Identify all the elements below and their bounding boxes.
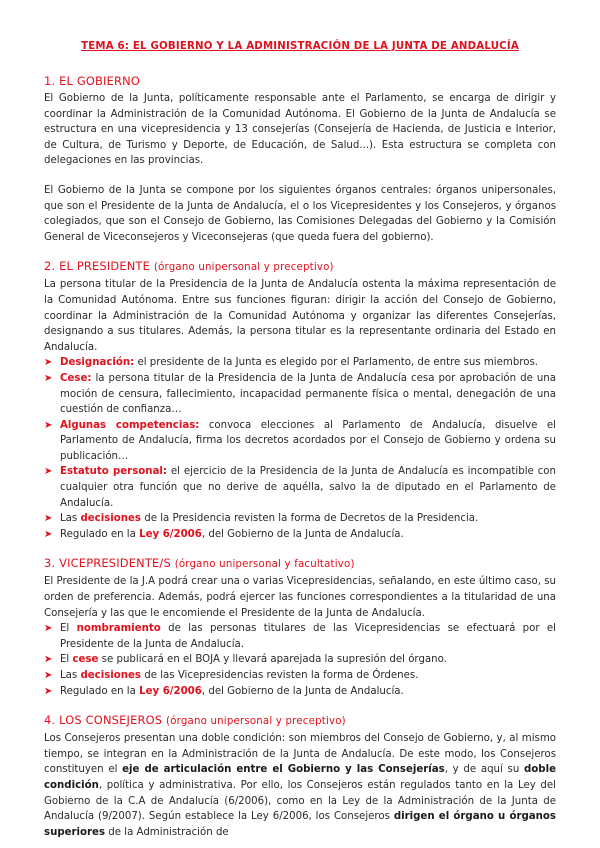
list-item xyxy=(44,652,556,668)
heading-subtitle: (órgano unipersonal y preceptivo) xyxy=(166,716,346,728)
bullet-label: Designación: xyxy=(60,357,135,369)
list-item xyxy=(44,418,556,465)
bullet-label: Algunas competencias: xyxy=(60,419,200,431)
heading-subtitle: (órgano unipersonal y facultativo) xyxy=(174,559,355,571)
paragraph-gobierno-2: El Gobierno de la Junta se compone por los siguientes órganos centrales: órganos unipersonales, que son el Presidente de la Junta de Andalucía, el o los Vicepresidentes y los Consejeros, y órganos colegiados, que son el Consejo de Gobierno, las Comisiones Delegadas del Gobierno y la Comisión General de Viceconsejeros y Viceconsejeras (que queda fuera del gobierno). xyxy=(44,184,556,243)
heading-subtitle: (órgano unipersonal y preceptivo) xyxy=(153,262,334,274)
bullet-list-vicepresidentes xyxy=(44,621,556,699)
bullet-text-post: , del Gobierno de la Junta de Andalucía. xyxy=(201,685,404,697)
arrow-bullet-icon: ➤ xyxy=(44,466,53,478)
section-gobierno xyxy=(44,74,556,245)
arrow-bullet-icon: ➤ xyxy=(44,513,53,525)
list-item xyxy=(44,464,556,511)
bullet-label: decisiones xyxy=(80,513,141,525)
list-item xyxy=(44,684,556,700)
bullet-text-pre: Las xyxy=(60,513,81,525)
section-heading-presidente xyxy=(44,259,556,275)
bullet-text-post: de la Presidencia revisten la forma de Decretos de la Presidencia. xyxy=(140,513,479,525)
bullet-list-presidente xyxy=(44,355,556,542)
bullet-text-post: se publicará en el BOJA y llevará aparejada la supresión del órgano. xyxy=(98,654,447,666)
list-item xyxy=(44,621,556,652)
list-item xyxy=(44,668,556,684)
paragraph-consejeros xyxy=(44,731,556,840)
heading-title: 4. LOS CONSEJEROS xyxy=(44,713,163,728)
bullet-text: el presidente de la Junta es elegido por el Parlamento, de entre sus miembros. xyxy=(134,357,539,369)
bullet-label: Cese: xyxy=(60,372,92,384)
bullet-text: la persona titular de la Presidencia de la Junta de Andalucía cesa por aprobación de una moción de censura, fallecimiento, incapacidad permanente física o mental, denegación de una cuestión de confianza… xyxy=(60,372,556,416)
bold-text: doble condición xyxy=(44,764,556,791)
section-heading-vicepresidentes xyxy=(44,556,556,572)
bullet-label: Ley 6/2006 xyxy=(139,685,202,697)
text-run: Los Consejeros presentan una doble condición: son miembros del Consejo de Gobierno, y, al mismo tiempo, se integran en la Administración de la Junta de Andalucía. De este modo, los Consejeros constituyen el xyxy=(44,733,556,776)
text-run: , y de aquí su xyxy=(444,764,524,776)
arrow-bullet-icon: ➤ xyxy=(44,685,53,697)
list-item xyxy=(44,355,556,371)
bullet-text-post: de las personas titulares de las Vicepresidencias se efectuará por el Presidente de la Junta de Andalucía. xyxy=(60,623,556,650)
section-presidente xyxy=(44,259,556,542)
paragraph-vicepresidentes-intro: El Presidente de la J.A podrá crear una o varias Vicepresidencias, señalando, en este último caso, su orden de preferencia. Además, podrá ejercer las funciones correspondientes a la titularidad de una Consejería y las que le encomiende el Presidente de la Junta de Andalucía. xyxy=(44,576,556,619)
text-run: , política y administrativa. Por ello, los Consejeros están regulados tanto en la Ley del Gobierno de la C.A de Andalucía (6/2006), como en la Ley de la Administración de la Junta de Andalucía (9/2007). Según establece la Ley 6/2006, los Consejeros xyxy=(44,779,556,823)
bullet-text: el ejercicio de la Presidencia de la Junta de Andalucía es incompatible con cualquier otra función que no derive de aquélla, salvo la de diputado en el Parlamento de Andalucía. xyxy=(60,466,556,509)
bullet-text-pre: Regulado en la xyxy=(60,528,140,540)
bullet-label: Ley 6/2006 xyxy=(139,528,202,540)
bullet-text-post: de las Vicepresidencias revisten la forma de Órdenes. xyxy=(140,670,419,681)
list-item xyxy=(44,511,556,527)
bullet-text-pre: El xyxy=(60,654,73,666)
list-item xyxy=(44,527,556,543)
section-vicepresidentes xyxy=(44,556,556,699)
bullet-text-pre: Las xyxy=(60,670,81,681)
arrow-bullet-icon: ➤ xyxy=(44,528,53,540)
bullet-text-post: , del Gobierno de la Junta de Andalucía. xyxy=(201,528,404,540)
bullet-text-pre: El xyxy=(60,623,77,635)
paragraph-presidente-intro: La persona titular de la Presidencia de la Junta de Andalucía ostenta la máxima representación de la Comunidad Autónoma. Entre sus funciones figuran: dirigir la acción del Consejo de Gobierno, coordinar la Administración de la Comunidad Autónoma y organizar las diferentes Consejerías, designando a sus titulares. Además, la persona titular es la representante ordinaria del Estado en Andalucía. xyxy=(44,279,556,353)
heading-title: 3. VICEPRESIDENTE/S xyxy=(44,556,171,571)
bold-text: eje de articulación entre el Gobierno y las Consejerías xyxy=(122,764,445,776)
bullet-label: decisiones xyxy=(80,670,141,681)
list-item xyxy=(44,371,556,418)
section-consejeros xyxy=(44,713,556,840)
bold-text: dirigen el órgano u órganos superiores xyxy=(44,811,556,838)
paragraph-gobierno-1: El Gobierno de la Junta, políticamente responsable ante el Parlamento, se encarga de dirigir y coordinar la Administración de la Comunidad Autónoma. El Gobierno de la Junta de Andalucía se estructura en una vicepresidencia y 13 consejerías (Consejería de Hacienda, de Justicia e Interior, de Cultura, de Turismo y Deporte, de Educación, de Salud...). Esta estructura se completa con delegaciones en las provincias. xyxy=(44,93,556,167)
bullet-text-pre: Regulado en la xyxy=(60,685,140,697)
arrow-bullet-icon: ➤ xyxy=(44,670,53,681)
bullet-label: cese xyxy=(72,654,99,666)
bullet-text: convoca elecciones al Parlamento de Andalucía, disuelve el Parlamento de Andalucía, firma los decretos acordados por el Consejo de Gobierno y ordena su publicación… xyxy=(60,419,557,462)
bullet-label: nombramiento xyxy=(76,623,161,635)
bullet-label: Estatuto personal: xyxy=(60,466,167,478)
arrow-bullet-icon: ➤ xyxy=(44,372,53,384)
arrow-bullet-icon: ➤ xyxy=(44,419,53,431)
section-heading-gobierno: 1. EL GOBIERNO xyxy=(44,74,141,88)
heading-title: 2. EL PRESIDENTE xyxy=(44,259,151,274)
arrow-bullet-icon: ➤ xyxy=(44,654,53,666)
text-run: de la Administración de xyxy=(105,826,229,838)
section-heading-consejeros xyxy=(44,713,556,729)
arrow-bullet-icon: ➤ xyxy=(44,357,53,369)
document-title: TEMA 6: EL GOBIERNO Y LA ADMINISTRACIÓN DE LA JUNTA DE ANDALUCÍA xyxy=(81,41,519,52)
arrow-bullet-icon: ➤ xyxy=(44,623,53,635)
